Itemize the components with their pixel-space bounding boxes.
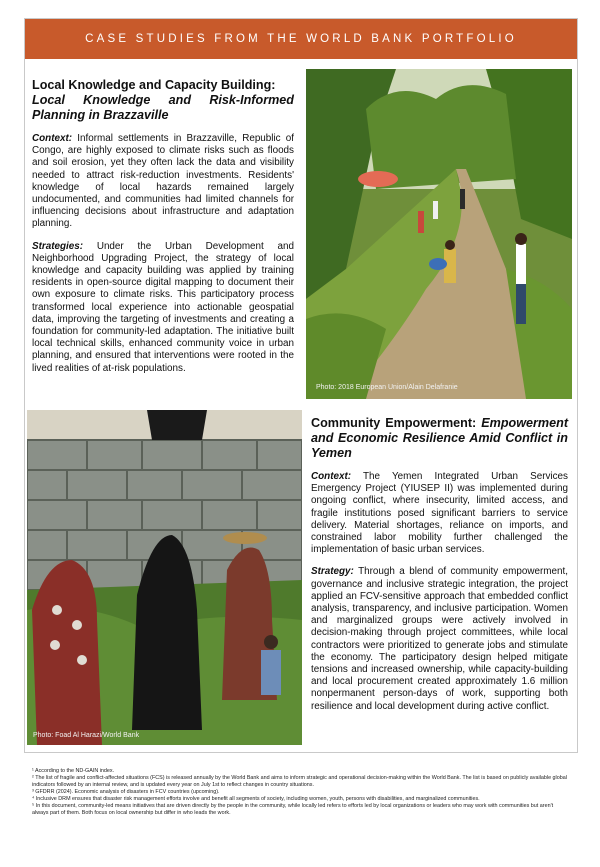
strategy-text: Through a blend of community empowerment, governance and inclusive strategic integration, the project applied an FCV-sensitive approach that embedded conflict analysis, transparency, and inclusive participation. Women and marginalized groups were actively involved in decision-making through project committees, while local contractors were prioritized to generate jobs and stimulate the economy. The participatory design helped mitigate tensions and increased ownership, while capacity-building and local procurement created approximately 1.6 million nonpermanent person-days of work, supporting both resilience and local development during active conflict. (311, 566, 568, 712)
section2-heading (311, 416, 568, 461)
strategies-text: Under the Urban Development and Neighborhood Upgrading Project, the strategy of local knowledge and capacity building was applied by training residents in open-source digital mapping to document their own exposure to climate risks. This participatory process transformed local experience into actionable geospatial data, improving the targeting of investments and creating a foundation for community-led adaptation. The initiative built local technical skills, enhanced community voice in urban planning, and ensured that interventions were rooted in the lived realities of at-risk populations. (32, 240, 295, 374)
section1-context (32, 133, 294, 231)
brazzaville-photo (306, 69, 572, 399)
yemen-photo-illustration (27, 410, 302, 745)
section2-title: Community Empowerment: (311, 416, 477, 430)
context-text: The Yemen Integrated Urban Services Emergency Project (YIUSEP II) was implemented during ongoing conflict, where insecurity, limited access, and fragile institutions posed significant barriers to service delivery. Material shortages, reliance on imports, and constrained labor mobility further challenged the implementation of basic urban services. (311, 471, 568, 556)
section1-title: Local Knowledge and Capacity Building: (32, 78, 276, 92)
context-label: Context: (32, 133, 73, 144)
section2-strategy (311, 566, 568, 712)
section2-subtitle: Empowerment and Economic Resilience Amid Conflict in Yemen (311, 416, 569, 460)
banner-title: CASE STUDIES FROM THE WORLD BANK PORTFOLIO (25, 19, 577, 59)
brazzaville-photo-caption: Photo: 2018 European Union/Alain Delafranie (316, 384, 458, 391)
section-yemen (311, 416, 568, 723)
yemen-photo-caption: Photo: Foad Al Harazi/World Bank (33, 732, 140, 739)
section1-subtitle: Local Knowledge and Risk-Informed Planning in Brazzaville (32, 93, 294, 122)
section2-context (311, 471, 568, 556)
footnote: ⁴ Inclusive DRM ensures that disaster risk management efforts involve and benefit all segments of society, including women, youth, persons with disabilities, and marginalized communities. (32, 796, 480, 802)
footnotes (32, 768, 567, 817)
yemen-photo (27, 410, 302, 745)
section1-heading (32, 78, 294, 123)
strategies-label: Strategies: (32, 240, 84, 252)
footnote: ² The list of fragile and conflict-affected situations (FCS) is released annually by the World Bank and aims to inform strategic and operational decision-making within the World Bank. The list is based on publicly available global indicators followed by an internal review, and is updated every year on July 1st to reflect changes in country situations. (32, 775, 567, 788)
brazzaville-photo-illustration (306, 69, 572, 399)
context-label: Context: (311, 471, 352, 482)
footnote: ³ GFDRR (2024). Economic analysis of disasters in FCV countries (upcoming). (32, 789, 220, 795)
section-brazzaville (32, 78, 294, 385)
section1-strategies (32, 241, 294, 375)
footnote: ⁵ In this document, community-led means initiatives that are driven directly by the people in the community, while locally led refers to efforts led by local organizations or leaders who may work with communities but aren't always part of them. Both focus on local ownership but differ in who leads the work. (32, 803, 554, 816)
footnote: ¹ According to the ND-GAIN index. (32, 768, 115, 774)
context-text: Informal settlements in Brazzaville, Republic of Congo, are highly exposed to climate risks such as floods and soil erosion, yet they often lack the data and visibility needed to attract risk-reduction investments. Residents' knowledge of local hazards remained largely undocumented, and communities had limited channels for influencing decisions about infrastructure and adaptation planning. (32, 133, 295, 230)
strategy-label: Strategy: (311, 566, 354, 578)
